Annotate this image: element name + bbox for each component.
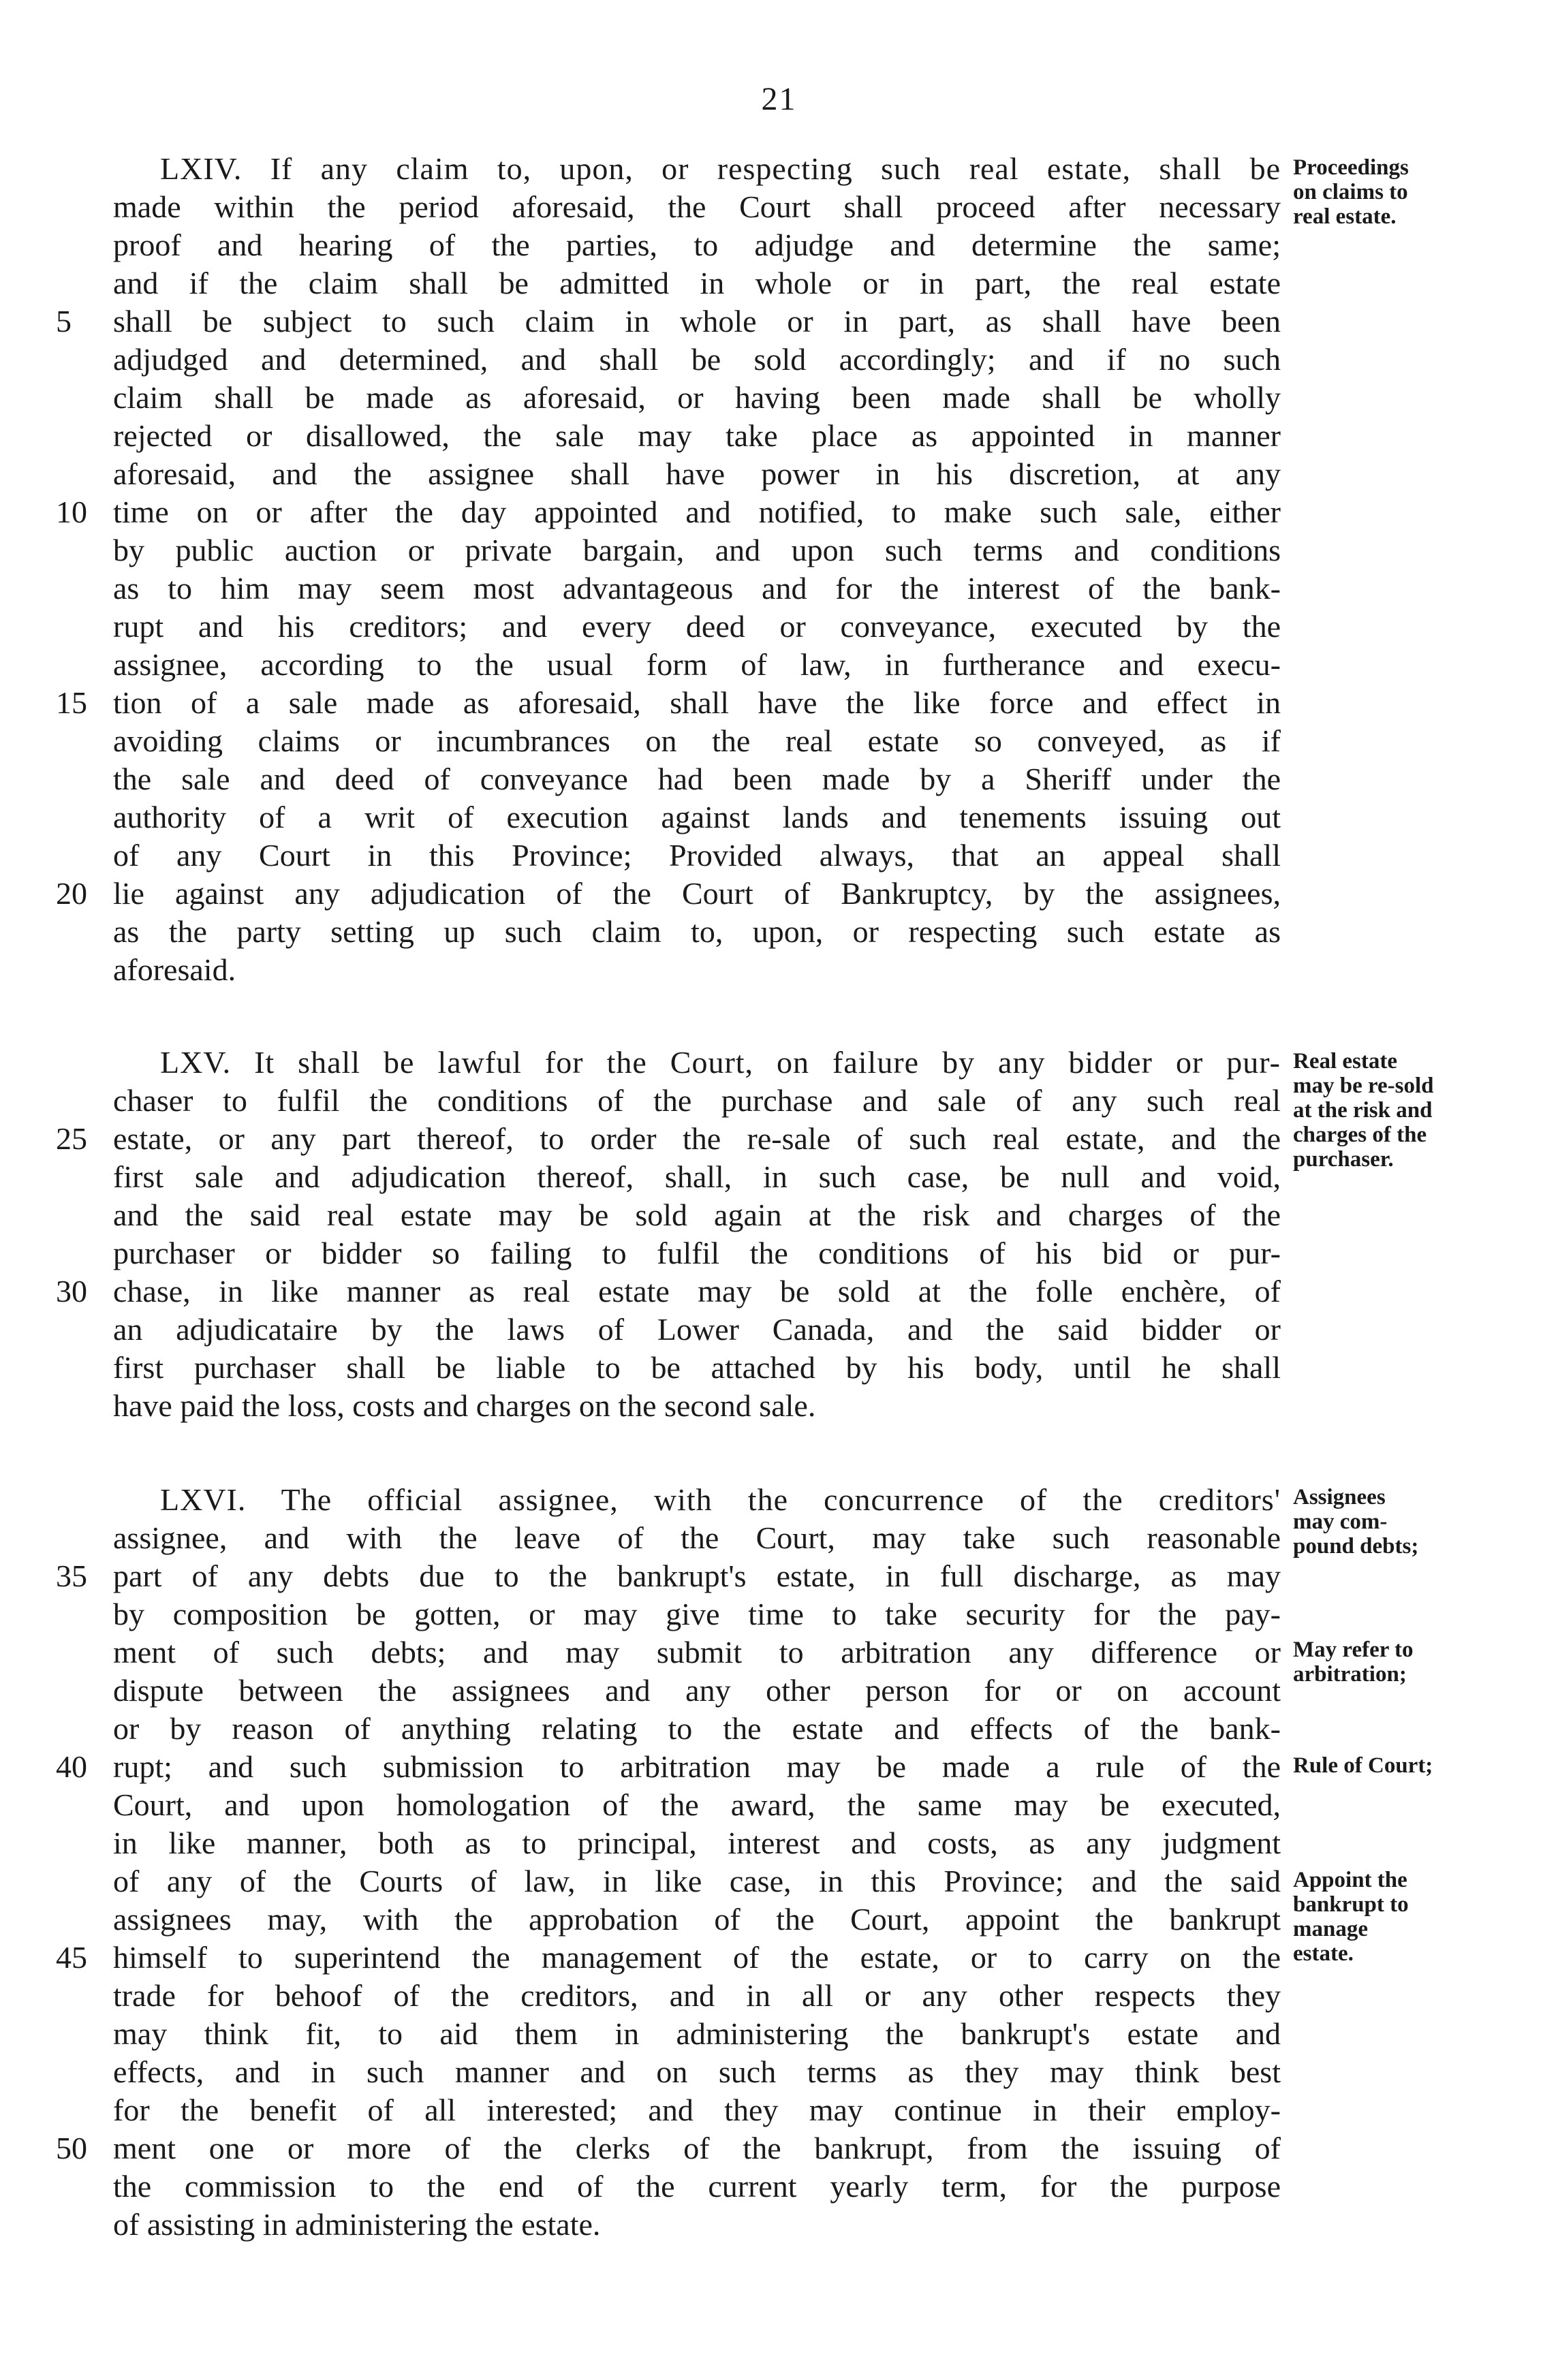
text-line: aforesaid. <box>113 952 236 987</box>
margin-note-real-estate-resold <box>1293 1049 1504 1172</box>
margin-note-line: manage <box>1293 1917 1368 1941</box>
margin-note-refer-arbitration <box>1293 1638 1504 1687</box>
margin-note-line: at the risk and <box>1293 1098 1433 1123</box>
margin-note-line: on claims to <box>1293 180 1408 204</box>
text-line: Court, and upon homologation of the award, the same may be executed, <box>113 1787 1281 1822</box>
text-line: proof and hearing of the parties, to adjudge and determine the same; <box>113 228 1281 262</box>
text-line: effects, and in such manner and on such terms as they may think best <box>113 2054 1281 2089</box>
text-line: rejected or disallowed, the sale may take place as appointed in manner <box>113 418 1281 453</box>
margin-note-line: charges of the <box>1293 1123 1427 1147</box>
line-number: 20 <box>56 876 87 911</box>
text-line: or by reason of anything relating to the estate and effects of the bank- <box>113 1711 1281 1746</box>
text-line: rupt and his creditors; and every deed or conveyance, executed by the <box>113 609 1281 644</box>
margin-note-line: may be re-sold <box>1293 1074 1434 1098</box>
text-line: part of any debts due to the bankrupt's estate, in full discharge, as may <box>113 1559 1281 1593</box>
text-line: first sale and adjudication thereof, shall, in such case, be null and void, <box>113 1159 1281 1194</box>
text-line: himself to superintend the management of the estate, or to carry on the <box>113 1940 1281 1975</box>
line-number: 15 <box>56 685 87 720</box>
line-number: 45 <box>56 1940 87 1975</box>
text-line: ment one or more of the clerks of the bankrupt, from the issuing of <box>113 2131 1281 2165</box>
margin-note-rule-of-court <box>1293 1753 1504 1778</box>
section-heading-lxvi: LXVI. The official assignee, with the concurrence of the creditors' <box>160 1482 1281 1517</box>
section-heading-lxv: LXV. It shall be lawful for the Court, on failure by any bidder or pur- <box>160 1045 1281 1080</box>
margin-note-line: Appoint the <box>1293 1868 1407 1892</box>
text-line: have paid the loss, costs and charges on the second sale. <box>113 1388 816 1423</box>
margin-note-proceedings-on-claims <box>1293 155 1504 229</box>
text-line: and if the claim shall be admitted in whole or in part, the real estate <box>113 266 1281 300</box>
text-line: made within the period aforesaid, the Court shall proceed after necessary <box>113 189 1281 224</box>
page-number: 21 <box>761 81 797 117</box>
text-line: shall be subject to such claim in whole or in part, as shall have been <box>113 304 1281 339</box>
margin-note-line: purchaser. <box>1293 1147 1394 1172</box>
margin-note-line: bankrupt to <box>1293 1892 1409 1917</box>
text-line: of any of the Courts of law, in like case, in this Province; and the said <box>113 1864 1281 1898</box>
text-line: and the said real estate may be sold again at the risk and charges of the <box>113 1197 1281 1232</box>
text-line: assignee, and with the leave of the Court, may take such reasonable <box>113 1520 1281 1555</box>
text-line: chaser to fulfil the conditions of the purchase and sale of any such real <box>113 1083 1281 1118</box>
text-line: claim shall be made as aforesaid, or having been made shall be wholly <box>113 380 1281 415</box>
margin-note-compound-debts <box>1293 1485 1504 1559</box>
text-line: tion of a sale made as aforesaid, shall have the like force and effect in <box>113 685 1281 720</box>
text-line: avoiding claims or incumbrances on the real estate so conveyed, as if <box>113 723 1281 758</box>
line-number: 30 <box>56 1274 87 1309</box>
text-line: of any Court in this Province; Provided always, that an appeal shall <box>113 838 1281 873</box>
text-line: by composition be gotten, or may give time to take security for the pay- <box>113 1597 1281 1631</box>
text-line: may think fit, to aid them in administering the bankrupt's estate and <box>113 2016 1281 2051</box>
line-number: 50 <box>56 2131 87 2165</box>
text-line: the commission to the end of the current yearly term, for the purpose <box>113 2169 1281 2204</box>
margin-note-line: Proceedings <box>1293 155 1409 180</box>
line-number: 10 <box>56 495 87 529</box>
margin-note-line: may com- <box>1293 1509 1388 1534</box>
line-number: 25 <box>56 1121 87 1156</box>
margin-note-line: Real estate <box>1293 1049 1398 1074</box>
margin-note-line: estate. <box>1293 1941 1354 1966</box>
line-number: 40 <box>56 1749 87 1784</box>
text-line: aforesaid, and the assignee shall have power in his discretion, at any <box>113 456 1281 491</box>
margin-note-line: May refer to <box>1293 1638 1414 1662</box>
line-number: 5 <box>56 304 72 339</box>
text-line: time on or after the day appointed and notified, to make such sale, either <box>113 495 1281 529</box>
margin-note-line: pound debts; <box>1293 1534 1419 1559</box>
text-line: adjudged and determined, and shall be sold accordingly; and if no such <box>113 342 1281 377</box>
text-line: in like manner, both as to principal, interest and costs, as any judgment <box>113 1826 1281 1860</box>
margin-note-appoint-bankrupt <box>1293 1868 1504 1966</box>
section-heading-lxiv: LXIV. If any claim to, upon, or respecting such real estate, shall be <box>160 151 1281 186</box>
text-line: assignee, according to the usual form of law, in furtherance and execu- <box>113 647 1281 682</box>
text-line: ment of such debts; and may submit to arbitration any difference or <box>113 1635 1281 1670</box>
text-line: authority of a writ of execution against lands and tenements issuing out <box>113 800 1281 834</box>
text-line: purchaser or bidder so failing to fulfil the conditions of his bid or pur- <box>113 1236 1281 1270</box>
text-line: chase, in like manner as real estate may be sold at the folle enchère, of <box>113 1274 1281 1309</box>
text-line: rupt; and such submission to arbitration may be made a rule of the <box>113 1749 1281 1784</box>
text-line: an adjudicataire by the laws of Lower Canada, and the said bidder or <box>113 1312 1281 1347</box>
margin-note-line: Assignees <box>1293 1485 1386 1509</box>
text-line: by public auction or private bargain, and upon such terms and conditions <box>113 533 1281 567</box>
text-line: estate, or any part thereof, to order the re-sale of such real estate, and the <box>113 1121 1281 1156</box>
text-line: the sale and deed of conveyance had been made by a Sheriff under the <box>113 762 1281 796</box>
margin-note-line: Rule of Court; <box>1293 1753 1433 1778</box>
text-line: as to him may seem most advantageous and for the interest of the bank- <box>113 571 1281 606</box>
text-line: lie against any adjudication of the Court of Bankruptcy, by the assignees, <box>113 876 1281 911</box>
line-number: 35 <box>56 1559 87 1593</box>
margin-note-line: arbitration; <box>1293 1662 1407 1687</box>
margin-note-line: real estate. <box>1293 204 1397 229</box>
text-line: assignees may, with the approbation of the Court, appoint the bankrupt <box>113 1902 1281 1937</box>
text-line: trade for behoof of the creditors, and in all or any other respects they <box>113 1978 1281 2013</box>
text-line: for the benefit of all interested; and they may continue in their employ- <box>113 2093 1281 2127</box>
text-line: dispute between the assignees and any other person for or on account <box>113 1673 1281 1708</box>
text-line: as the party setting up such claim to, upon, or respecting such estate as <box>113 914 1281 949</box>
text-line: first purchaser shall be liable to be attached by his body, until he shall <box>113 1350 1281 1385</box>
text-line: of assisting in administering the estate. <box>113 2207 601 2242</box>
